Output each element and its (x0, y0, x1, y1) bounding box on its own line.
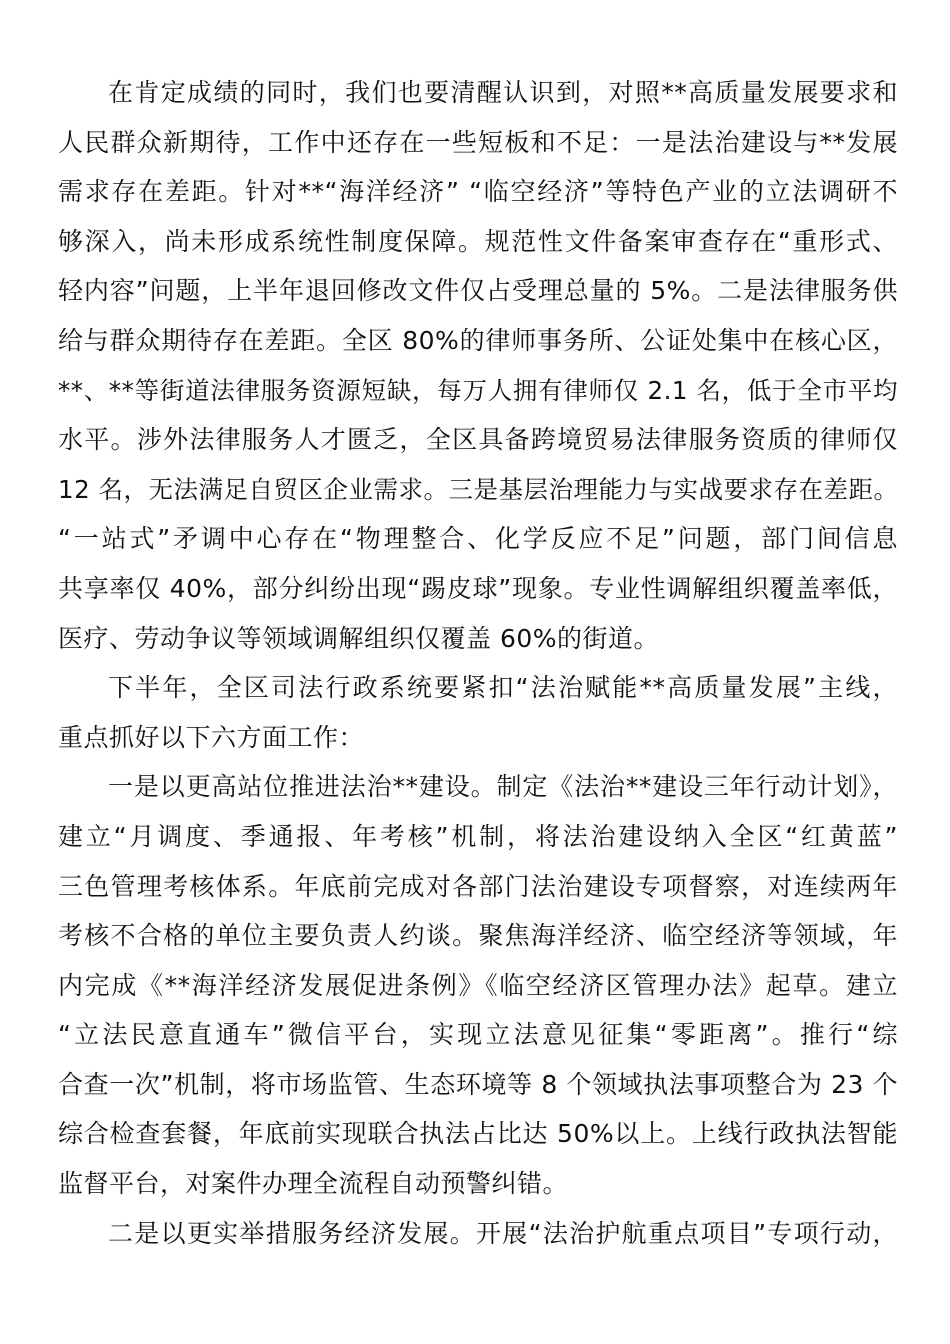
text-line: 重点抓好以下六方面工作： (58, 722, 365, 752)
text-line: “一站式”矛调中心存在“物理整合、化学反应不足”问题，部门间信息 (58, 524, 898, 554)
text-line: 考核不合格的单位主要负责人约谈。聚焦海洋经济、临空经济等领域，年 (58, 921, 898, 951)
document-body (58, 68, 898, 1258)
text-line: 建立“月调度、季通报、年考核”机制，将法治建设纳入全区“红黄蓝” (58, 821, 898, 851)
text-line: **、**等街道法律服务资源短缺，每万人拥有律师仅 2.1 名，低于全市平均 (58, 375, 898, 405)
text-line: 二是以更实举措服务经济发展。开展“法治护航重点项目”专项行动， (108, 1218, 898, 1248)
text-line: 够深入，尚未形成系统性制度保障。规范性文件备案审查存在“重形式、 (58, 226, 898, 256)
text-line: 12 名，无法满足自贸区企业需求。三是基层治理能力与实战要求存在差距。 (58, 474, 899, 504)
text-line: 轻内容”问题，上半年退回修改文件仅占受理总量的 5%。二是法律服务供 (58, 276, 898, 306)
text-line: 给与群众期待存在差距。全区 80%的律师事务所、公证处集中在核心区， (58, 325, 898, 355)
text-line: 监督平台，对案件办理全流程自动预警纠错。 (58, 1169, 569, 1199)
text-line: “立法民意直通车”微信平台，实现立法意见征集“零距离”。推行“综 (58, 1020, 898, 1050)
text-line: 下半年，全区司法行政系统要紧扣“法治赋能**高质量发展”主线， (108, 673, 898, 703)
text-line: 需求存在差距。针对**“海洋经济” “临空经济”等特色产业的立法调研不 (58, 177, 898, 207)
text-line: 综合检查套餐，年底前实现联合执法占比达 50%以上。上线行政执法智能 (58, 1119, 898, 1149)
text-line: 人民群众新期待，工作中还存在一些短板和不足：一是法治建设与**发展 (58, 127, 898, 157)
text-line: 在肯定成绩的同时，我们也要清醒认识到，对照**高质量发展要求和 (108, 78, 898, 107)
text-line: 水平。涉外法律服务人才匮乏，全区具备跨境贸易法律服务资质的律师仅 (58, 425, 898, 455)
text-line: 医疗、劳动争议等领域调解组织仅覆盖 60%的街道。 (58, 623, 660, 653)
text-line: 三色管理考核体系。年底前完成对各部门法治建设专项督察，对连续两年 (58, 871, 898, 901)
text-line: 共享率仅 40%，部分纠纷出现“踢皮球”现象。专业性调解组织覆盖率低， (58, 573, 898, 603)
text-line: 内完成《**海洋经济发展促进条例》《临空经济区管理办法》起草。建立 (58, 970, 898, 1000)
text-line: 合查一次”机制，将市场监管、生态环境等 8 个领域执法事项整合为 23 个 (58, 1069, 898, 1099)
text-line: 一是以更高站位推进法治**建设。制定《法治**建设三年行动计划》， (108, 772, 898, 802)
